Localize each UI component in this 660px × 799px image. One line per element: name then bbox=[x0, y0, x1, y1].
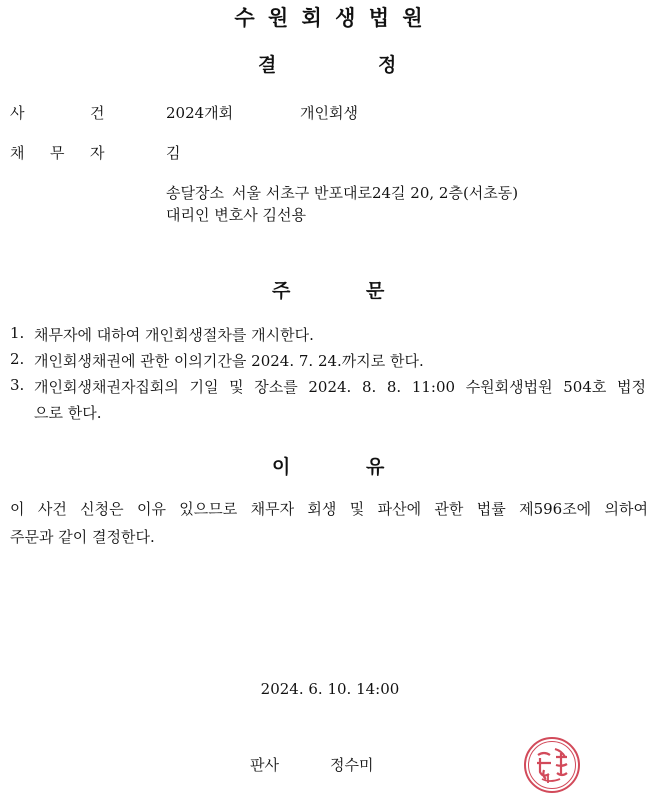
decision-date: 2024. 6. 10. 14:00 bbox=[260, 680, 400, 698]
order-2-number: 2. bbox=[10, 350, 25, 368]
decision-heading-1: 결 bbox=[258, 54, 277, 76]
reason-heading-2: 유 bbox=[366, 456, 385, 478]
order-heading-1: 주 bbox=[272, 280, 291, 302]
order-1-text: 채무자에 대하여 개인회생절차를 개시한다. bbox=[34, 326, 314, 344]
debtor-label-1: 채 bbox=[10, 144, 25, 162]
order-heading-2: 문 bbox=[366, 280, 385, 302]
order-1-number: 1. bbox=[10, 324, 25, 342]
debtor-label-3: 자 bbox=[90, 144, 105, 162]
decision-heading-2: 정 bbox=[378, 54, 397, 76]
reason-line-1: 이 사건 신청은 이유 있으므로 채무자 회생 및 파산에 관한 법률 제596조에 의하여 bbox=[10, 500, 648, 518]
reason-line-2: 주문과 같이 결정한다. bbox=[10, 528, 155, 546]
service-address: 서울 서초구 반포대로24길 20, 2층(서초동) bbox=[232, 184, 519, 202]
representative: 대리인 변호사 김선용 bbox=[166, 206, 306, 224]
debtor-label-2: 무 bbox=[50, 144, 65, 162]
debtor-name: 김 bbox=[166, 144, 181, 162]
judge-title: 판사 bbox=[250, 756, 279, 774]
reason-heading-1: 이 bbox=[272, 456, 291, 478]
order-3-continuation: 으로 한다. bbox=[34, 404, 102, 422]
court-name: 수 원 회 생 법 원 bbox=[234, 6, 426, 30]
order-3-number: 3. bbox=[10, 376, 25, 394]
case-type: 개인회생 bbox=[300, 104, 358, 122]
judge-name: 정수미 bbox=[330, 756, 374, 774]
order-2-text: 개인회생채권에 관한 이의기간을 2024. 7. 24.까지로 한다. bbox=[34, 352, 424, 370]
case-label-1: 사 bbox=[10, 104, 25, 122]
case-number: 2024개회 bbox=[166, 104, 234, 122]
order-3-text: 개인회생채권자집회의 기일 및 장소를 2024. 8. 8. 11:00 수원회생법원 504호 법정 bbox=[34, 378, 646, 396]
service-address-label: 송달장소 bbox=[166, 184, 224, 202]
judge-seal bbox=[522, 735, 582, 795]
case-label-2: 건 bbox=[90, 104, 105, 122]
